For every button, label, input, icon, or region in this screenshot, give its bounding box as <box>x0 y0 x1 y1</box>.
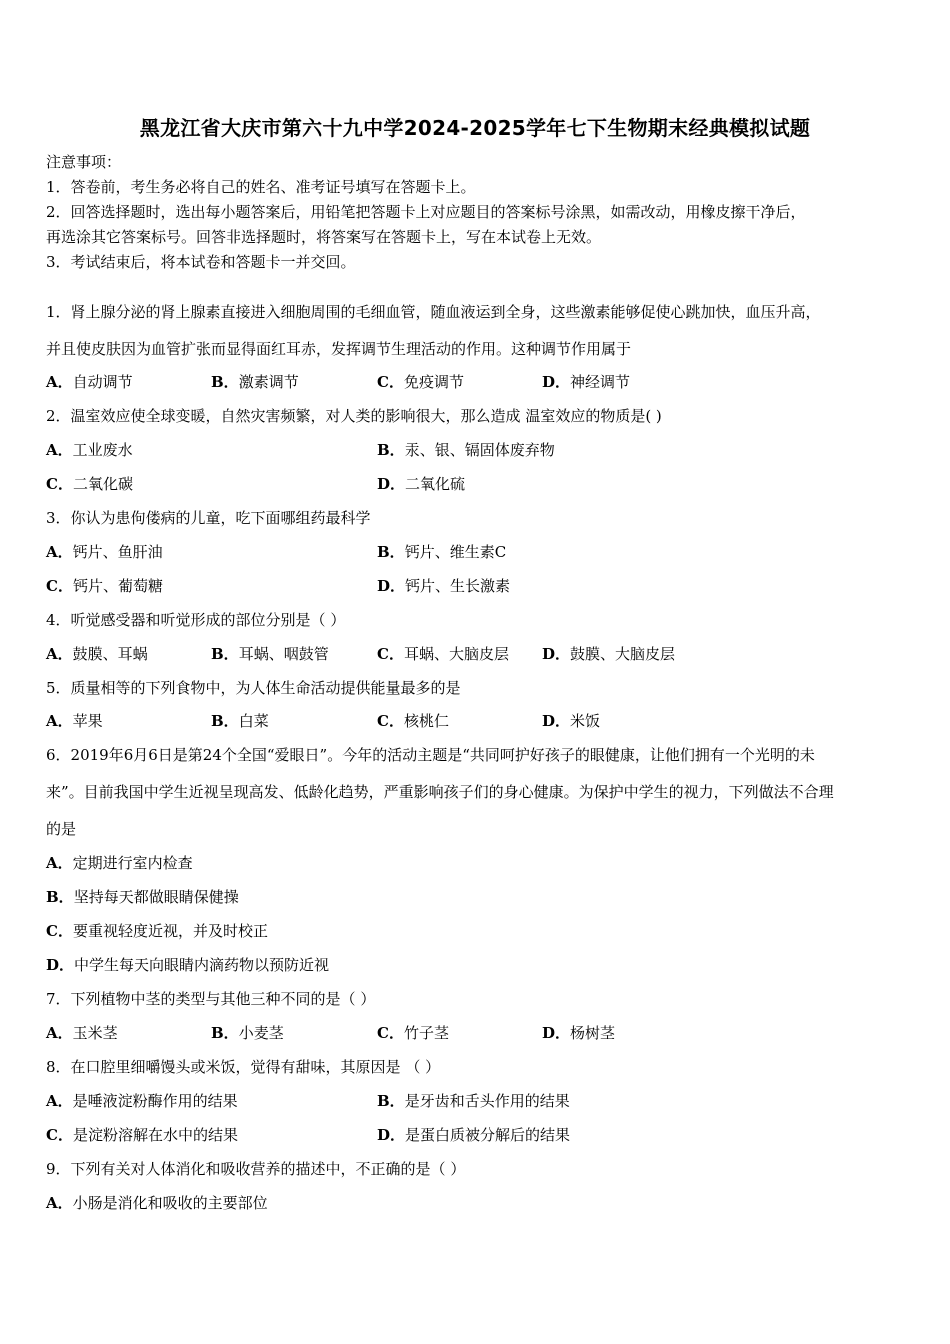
option-c: C．免疫调节 <box>377 373 464 391</box>
question-3-stem: 3．你认为患佝偻病的儿童，吃下面哪组药最科学 <box>46 509 371 527</box>
option-c: C．竹子茎 <box>377 1024 449 1042</box>
option-b: B．白菜 <box>211 712 269 730</box>
question-6-stem: 6．2019年6月6日是第24个全国“爱眼日”。今年的活动主题是“共同呵护好孩子的眼健康，让他们拥有一个光明的未 <box>46 746 815 764</box>
option-a: A．鼓膜、耳蜗 <box>46 645 148 663</box>
option-b: B．是牙齿和舌头作用的结果 <box>377 1092 570 1110</box>
notice-item: 2．回答选择题时，选出每小题答案后，用铅笔把答题卡上对应题目的答案标号涂黑，如需改动，用橡皮擦干净后， <box>46 203 806 221</box>
exam-title: 黑龙江省大庆市第六十九中学2024-2025学年七下生物期末经典模拟试题 <box>139 116 811 140</box>
option-d: D．杨树茎 <box>542 1024 616 1042</box>
option-b: B．汞、银、镉固体废弃物 <box>377 441 555 459</box>
question-4-stem: 4．听觉感受器和听觉形成的部位分别是（ ） <box>46 611 346 629</box>
option-b: B．坚持每天都做眼睛保健操 <box>46 888 239 906</box>
option-c: C．二氧化碳 <box>46 475 133 493</box>
option-d: D．鼓膜、大脑皮层 <box>542 645 676 663</box>
question-9-stem: 9．下列有关对人体消化和吸收营养的描述中，不正确的是（ ） <box>46 1160 466 1178</box>
question-2-stem: 2．温室效应使全球变暖，自然灾害频繁，对人类的影响很大，那么造成 温室效应的物质是( ) <box>46 407 662 425</box>
notice-item: 1．答卷前，考生务必将自己的姓名、准考证号填写在答题卡上。 <box>46 178 476 196</box>
question-1-stem: 并且使皮肤因为血管扩张而显得面红耳赤，发挥调节生理活动的作用。这种调节作用属于 <box>46 340 632 358</box>
option-d: D．米饭 <box>542 712 601 730</box>
question-1-stem: 1．肾上腺分泌的肾上腺素直接进入细胞周围的毛细血管，随血液运到全身，这些激素能够促使心跳加快，血压升高， <box>46 303 821 321</box>
option-a: A．钙片、鱼肝油 <box>46 543 163 561</box>
option-b: B．钙片、维生素C <box>377 543 507 561</box>
option-c: C．钙片、葡萄糖 <box>46 577 163 595</box>
option-d: D．是蛋白质被分解后的结果 <box>377 1126 571 1144</box>
question-5-stem: 5．质量相等的下列食物中，为人体生命活动提供能量最多的是 <box>46 679 461 697</box>
option-c: C．耳蜗、大脑皮层 <box>377 645 509 663</box>
option-a: A．定期进行室内检查 <box>46 854 193 872</box>
option-b: B．小麦茎 <box>211 1024 284 1042</box>
option-d: D．神经调节 <box>542 373 631 391</box>
question-6-stem: 来”。目前我国中学生近视呈现高发、低龄化趋势，严重影响孩子们的身心健康。为保护中学生的视力，下列做法不合理 <box>46 783 834 801</box>
option-c: C．要重视轻度近视，并及时校正 <box>46 922 268 940</box>
option-d: D．中学生每天向眼睛内滴药物以预防近视 <box>46 956 330 974</box>
option-d: D．二氧化硫 <box>377 475 466 493</box>
option-a: A．是唾液淀粉酶作用的结果 <box>46 1092 238 1110</box>
option-a: A．工业废水 <box>46 441 133 459</box>
question-6-stem: 的是 <box>46 820 77 838</box>
option-d: D．钙片、生长激素 <box>377 577 511 595</box>
question-8-stem: 8．在口腔里细嚼馒头或米饭，觉得有甜味，其原因是 （ ） <box>46 1058 441 1076</box>
option-a: A．苹果 <box>46 712 103 730</box>
option-b: B．耳蜗、咽鼓管 <box>211 645 329 663</box>
question-7-stem: 7．下列植物中茎的类型与其他三种不同的是（ ） <box>46 990 376 1008</box>
option-c: C．核桃仁 <box>377 712 449 730</box>
option-a: A．小肠是消化和吸收的主要部位 <box>46 1194 268 1212</box>
notice-item: 再选涂其它答案标号。回答非选择题时，将答案写在答题卡上，写在本试卷上无效。 <box>46 228 602 246</box>
option-b: B．激素调节 <box>211 373 299 391</box>
option-a: A．自动调节 <box>46 373 133 391</box>
notice-item: 3．考试结束后，将本试卷和答题卡一并交回。 <box>46 253 356 271</box>
notice-heading: 注意事项： <box>46 153 122 171</box>
option-a: A．玉米茎 <box>46 1024 118 1042</box>
option-c: C．是淀粉溶解在水中的结果 <box>46 1126 238 1144</box>
